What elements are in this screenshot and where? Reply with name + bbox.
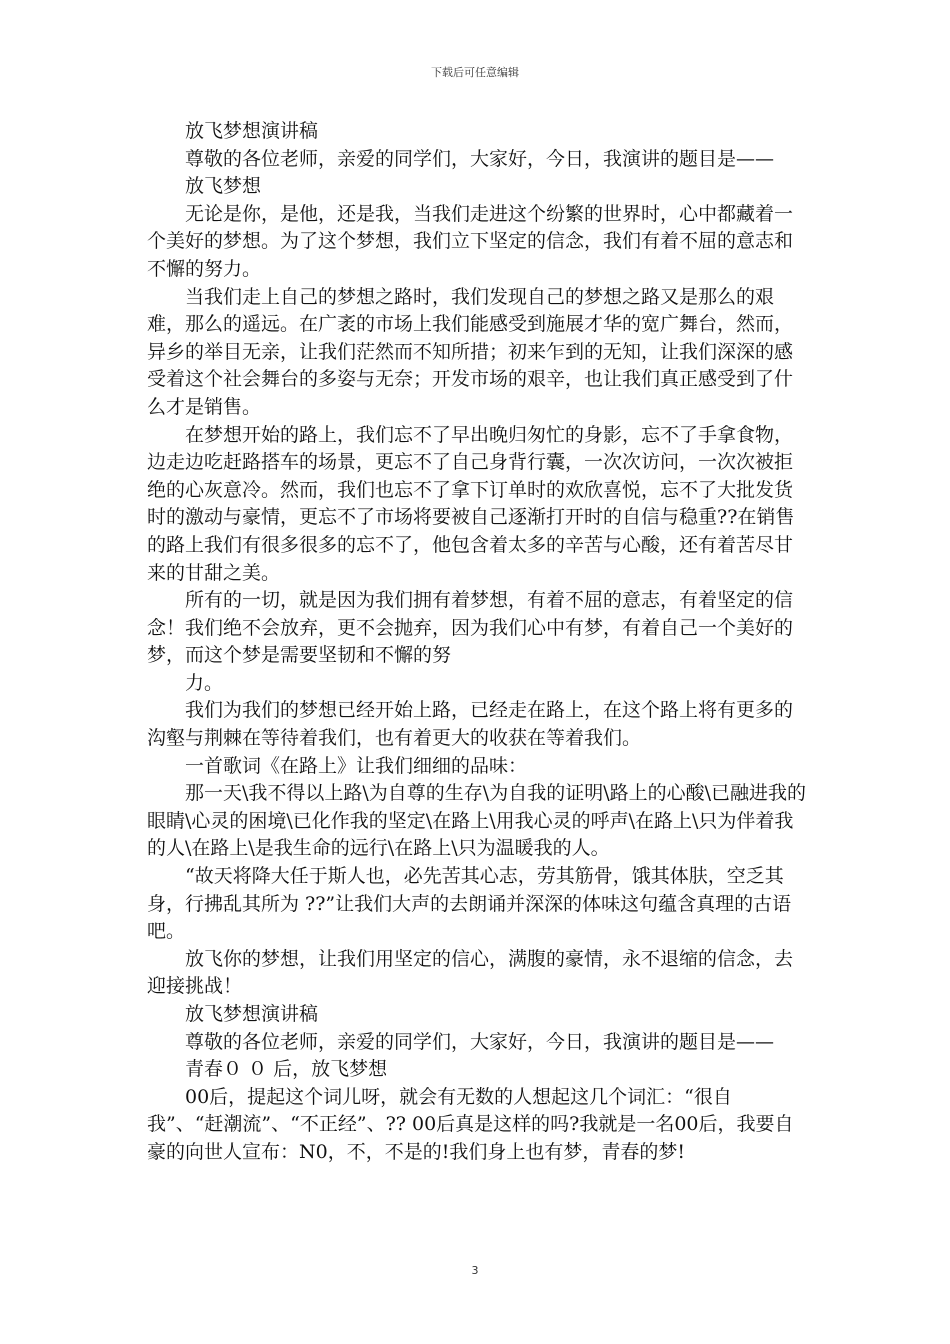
- greeting-paragraph: 尊敬的各位老师，亲爱的同学们，大家好，今日，我演讲的题目是——: [185, 147, 775, 170]
- page-header: 下载后可任意编辑: [431, 66, 519, 79]
- page-number: 3: [471, 1264, 479, 1277]
- speech-subtitle: 青春０ ０ 后，放飞梦想: [185, 1058, 388, 1081]
- lyrics-paragraph: 那一天\我不得以上路\为自尊的生存\为自我的证明\路上的心酸\已融进我的眼睛\心灵的困境\已化作我的坚定\在路上\用我心灵的呼声\在路上\只为伴着我的人\在路上\是我生命的远行\在路上\只为温暖我的人。: [147, 782, 807, 860]
- body-paragraph: 无论是你，是他，还是我，当我们走进这个纷繁的世界时，心中都藏着一个美好的梦想。为了这个梦想，我们立下坚定的信念，我们有着不屈的意志和不懈的努力。: [147, 202, 794, 280]
- speech-title: 放飞梦想演讲稿: [185, 120, 319, 142]
- body-paragraph: 力。: [185, 671, 224, 694]
- body-paragraph: 我们为我们的梦想已经开始上路，已经走在路上，在这个路上将有更多的沟壑与荆棘在等待着我们，也有着更大的收获在等着我们。: [147, 699, 794, 750]
- quote-paragraph: “故天将降大任于斯人也，必先苦其心志，劳其筋骨，饿其体肤，空乏其身，行拂乱其所为 ??”让我们大声的去朗诵并深深的体味这句蕴含真理的古语吧。: [147, 865, 792, 943]
- body-paragraph: 所有的一切，就是因为我们拥有着梦想，有着不屈的意志，有着坚定的信念！我们绝不会放弃，更不会抛弃，因为我们心中有梦，有着自己一个美好的梦，而这个梦是需要坚韧和不懈的努: [147, 589, 794, 667]
- body-paragraph: 一首歌词《在路上》让我们细细的品味：: [185, 754, 528, 777]
- body-paragraph: 00后，提起这个词儿呀，就会有无数的人想起这几个词汇：“很自我”、“赶潮流”、“不正经”、?? 00后真是这样的吗?我就是一名00后，我要自豪的向世人宣布：N0，不，不是的!我们身上也有梦，青春的梦!: [147, 1085, 794, 1163]
- body-paragraph: 在梦想开始的路上，我们忘不了早出晚归匆忙的身影，忘不了手拿食物，边走边吃赶路搭车的场景，更忘不了自己身背行囊，一次次访问，一次次被拒绝的心灰意冷。然而，我们也忘不了拿下订单时的欢欣喜悦，忘不了大批发货时的激动与豪情，更忘不了市场将要被自己逐渐打开时的自信与稳重??在销售的路上我们有很多很多的忘不了，他包含着太多的辛苦与心酸，还有着苦尽甘来的甘甜之美。: [147, 423, 795, 584]
- body-paragraph: 放飞你的梦想，让我们用坚定的信心，满腹的豪情，永不退缩的信念，去迎接挑战！: [147, 947, 794, 998]
- body-paragraph: 当我们走上自己的梦想之路时，我们发现自己的梦想之路又是那么的艰难，那么的遥远。在广袤的市场上我们能感受到施展才华的宽广舞台，然而，异乡的举目无亲，让我们茫然而不知所措；初来乍到的无知，让我们深深的感受着这个社会舞台的多姿与无奈；开发市场的艰辛，也让我们真正感受到了什么才是销售。: [147, 285, 794, 418]
- speech-subtitle: 放飞梦想: [185, 175, 262, 198]
- speech-title: 放飞梦想演讲稿: [185, 1003, 319, 1025]
- greeting-paragraph: 尊敬的各位老师，亲爱的同学们，大家好，今日，我演讲的题目是——: [185, 1030, 775, 1053]
- document-body: [147, 118, 807, 1167]
